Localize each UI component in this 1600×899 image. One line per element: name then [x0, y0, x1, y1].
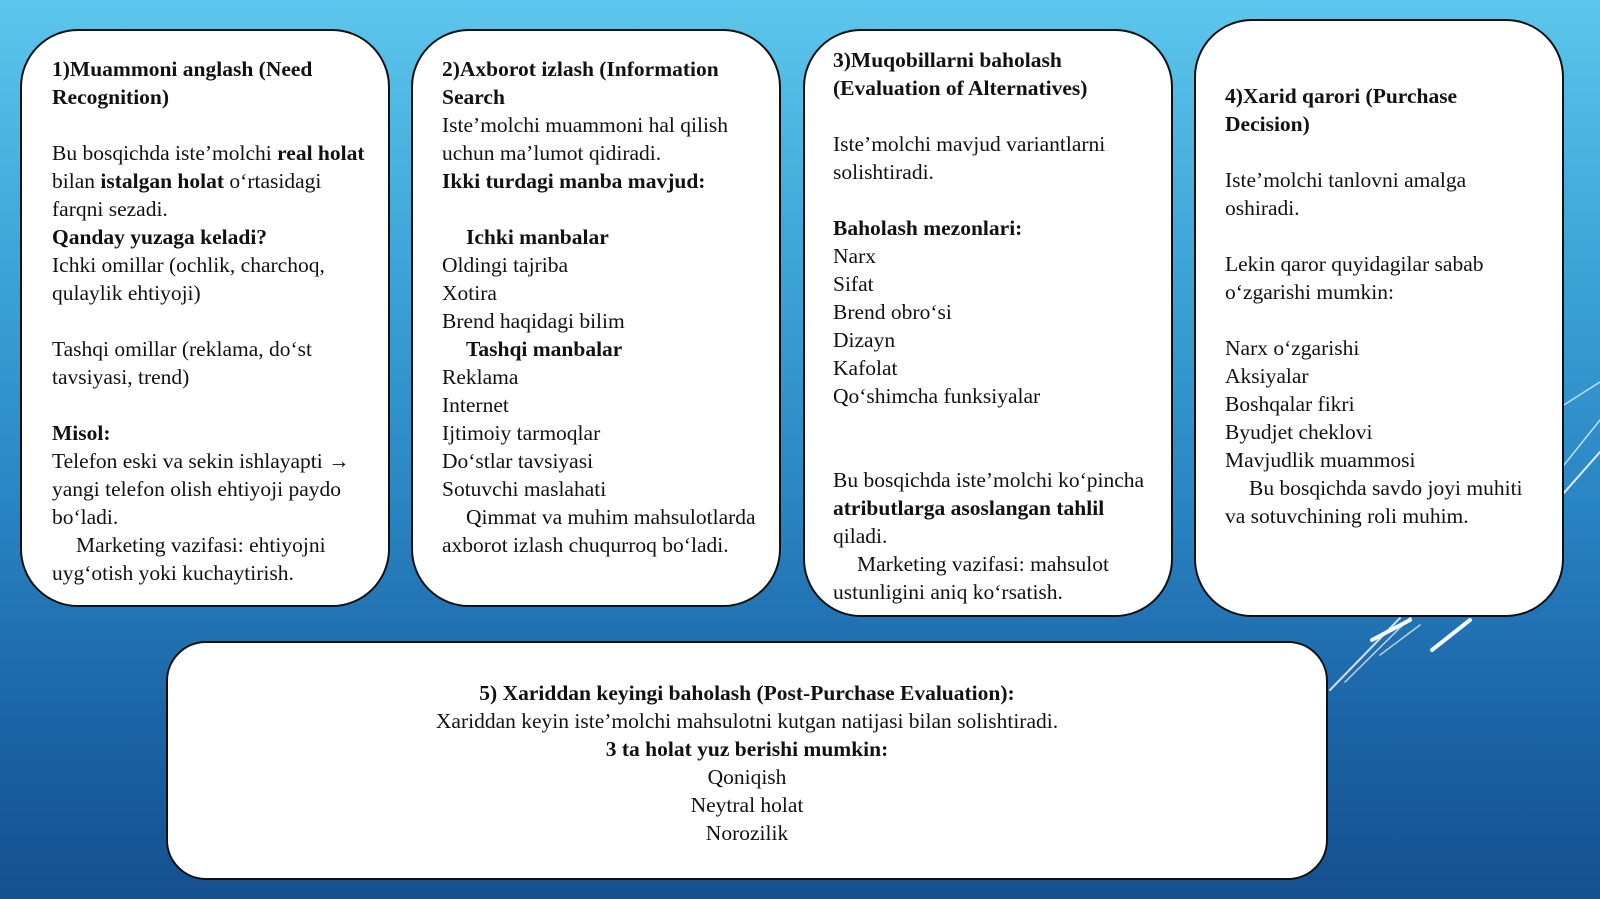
list-item: Internet — [442, 393, 509, 417]
sources-label: Ikki turdagi manba mavjud: — [442, 169, 706, 193]
decision-note-text: Bu bosqichda savdo joyi muhiti va sotuvchining roli muhim. — [1225, 476, 1523, 528]
marketing-task — [833, 550, 1153, 606]
summary-bold: atributlarga asoslangan tahlil — [833, 496, 1105, 520]
card-title: 2)Axborot izlash (Information Search — [442, 57, 719, 109]
list-item: Qoniqish — [707, 765, 787, 789]
list-item: Byudjet cheklovi — [1225, 420, 1373, 444]
card-purchase-decision — [1194, 19, 1564, 617]
list-item: Kafolat — [833, 356, 898, 380]
marketing-task — [52, 531, 368, 587]
list-item: Aksiyalar — [1225, 364, 1309, 388]
list-item: Sifat — [833, 272, 874, 296]
intro-mid: bilan — [52, 169, 101, 193]
decor-line — [1330, 618, 1400, 690]
decor-line — [1560, 420, 1600, 470]
marketing-text: Marketing vazifasi: ehtiyojni uyg‘otish yoki kuchaytirish. — [52, 533, 326, 585]
search-note-text: Qimmat va muhim mahsulotlarda axborot izlash chuqurroq bo‘ladi. — [442, 505, 756, 557]
card-post-purchase-evaluation — [166, 641, 1328, 880]
change-intro: Lekin qaror quyidagilar sabab o‘zgarishi mumkin: — [1225, 252, 1484, 304]
list-item: Do‘stlar tavsiyasi — [442, 449, 594, 473]
list-item: Oldingi tajriba — [442, 253, 568, 277]
list-item: Qo‘shimcha funksiyalar — [833, 384, 1041, 408]
summary-pre: Bu bosqichda iste’molchi ko‘pincha — [833, 468, 1145, 492]
card-title: 4)Xarid qarori (Purchase Decision) — [1225, 84, 1458, 136]
decor-line — [1380, 625, 1420, 655]
card-information-search — [411, 29, 781, 607]
decision-note — [1225, 474, 1544, 530]
example-text: Telefon eski va sekin ishlayapti → yangi telefon olish ehtiyoji paydo bo‘ladi. — [52, 449, 350, 529]
external-sources-label: Tashqi manbalar — [466, 337, 623, 361]
list-item: Brend haqidagi bilim — [442, 309, 625, 333]
outcomes-label: 3 ta holat yuz berishi mumkin: — [605, 737, 889, 761]
list-item: Ijtimoiy tarmoqlar — [442, 421, 601, 445]
internal-sources-label: Ichki manbalar — [466, 225, 609, 249]
intro-bold-real: real holat — [277, 141, 365, 165]
list-item: Narx o‘zgarishi — [1225, 336, 1360, 360]
list-item: Dizayn — [833, 328, 896, 352]
intro-post: o‘rtasidagi farqni sezadi. — [52, 169, 322, 221]
external-factors: Tashqi omillar (reklama, do‘st tavsiyasi, trend) — [52, 337, 313, 389]
list-item: Mavjudlik muammosi — [1225, 448, 1416, 472]
decor-line — [1345, 610, 1418, 682]
example-label: Misol: — [52, 421, 111, 445]
internal-factors: Ichki omillar (ochlik, charchoq, qulaylik ehtiyoji) — [52, 253, 325, 305]
card-title: 3)Muqobillarni baholash (Evaluation of Alternatives) — [833, 48, 1088, 100]
summary-post: qiladi. — [833, 524, 888, 548]
criteria-label: Baholash mezonlari: — [833, 216, 1023, 240]
intro-text: Iste’molchi muammoni hal qilish uchun ma’lumot qidiradi. — [442, 113, 729, 165]
card-need-recognition — [20, 29, 390, 607]
decor-line — [1432, 620, 1470, 650]
card-evaluation-alternatives — [803, 29, 1173, 617]
card-title: 5) Xariddan keyingi baholash (Post-Purchase Evaluation): — [479, 681, 1015, 705]
intro-pre: Bu bosqichda iste’molchi — [52, 141, 278, 165]
list-item: Neytral holat — [690, 793, 804, 817]
list-item: Norozilik — [705, 821, 789, 845]
intro-text: Xariddan keyin iste’molchi mahsulotni kutgan natijasi bilan solishtiradi. — [435, 709, 1059, 733]
intro-text — [52, 139, 368, 223]
intro-text: Iste’molchi mavjud variantlarni solishtiradi. — [833, 132, 1106, 184]
list-item: Boshqalar fikri — [1225, 392, 1355, 416]
intro-bold-desired: istalgan holat — [100, 169, 225, 193]
list-item: Sotuvchi maslahati — [442, 477, 607, 501]
decor-line — [1372, 620, 1410, 640]
intro-text: Iste’molchi tanlovni amalga oshiradi. — [1225, 168, 1467, 220]
marketing-text: Marketing vazifasi: mahsulot ustunligini aniq ko‘rsatish. — [833, 552, 1109, 604]
search-note — [442, 503, 759, 559]
list-item: Xotira — [442, 281, 497, 305]
summary-text — [833, 466, 1153, 550]
list-item: Brend obro‘si — [833, 300, 952, 324]
list-item: Narx — [833, 244, 876, 268]
card-title: 1)Muammoni anglash (Need Recognition) — [52, 57, 313, 109]
question-heading: Qanday yuzaga keladi? — [52, 225, 268, 249]
list-item: Reklama — [442, 365, 519, 389]
